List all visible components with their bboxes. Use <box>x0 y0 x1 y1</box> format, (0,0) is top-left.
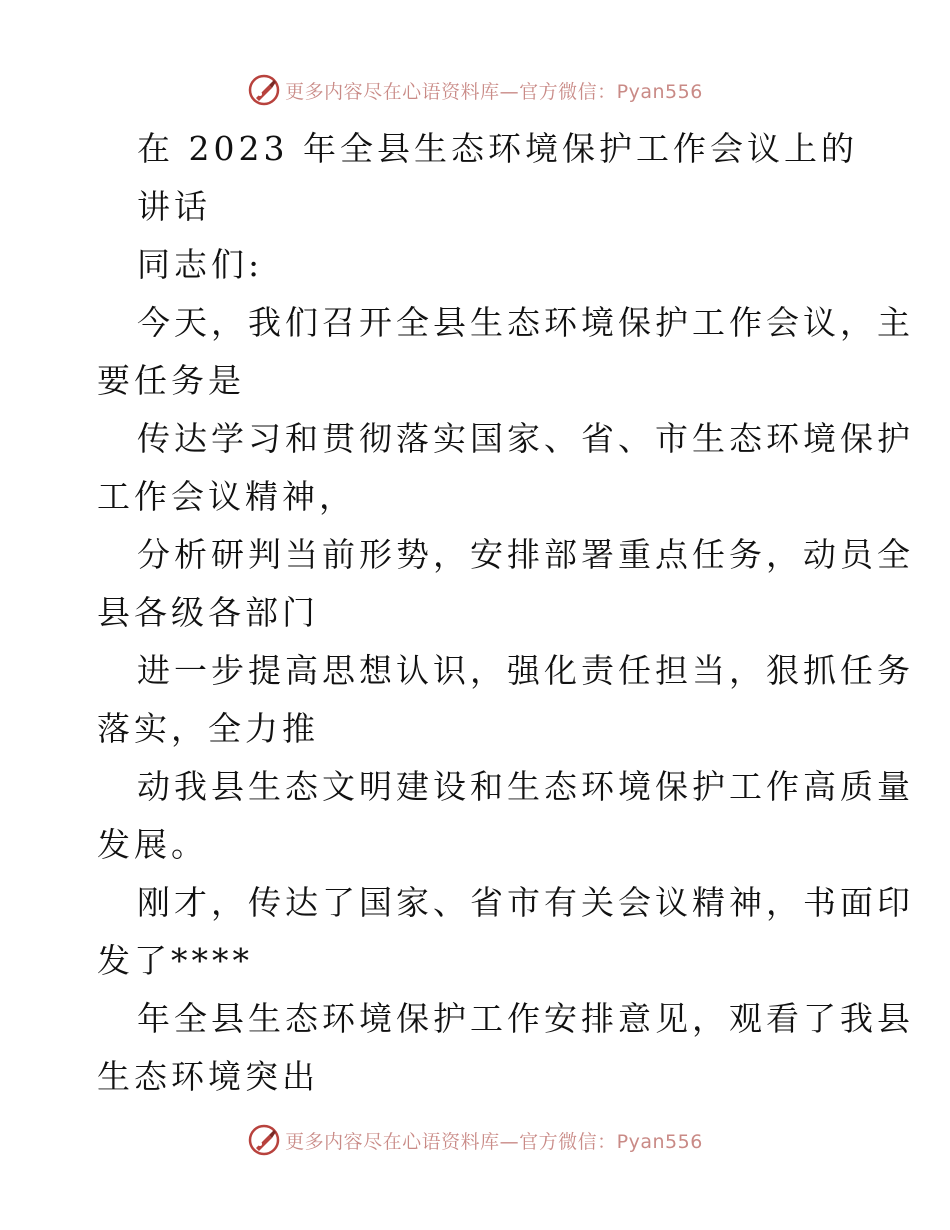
text-line: 讲话 <box>137 187 211 226</box>
banner-text: 更多内容尽在心语资料库—官方微信：Pyan556 <box>285 1130 703 1153</box>
text-line: 同志们: <box>137 245 264 284</box>
header-watermark-banner <box>0 70 950 110</box>
footer-watermark-banner <box>0 1120 950 1160</box>
text-line: 生态环境突出 <box>97 1057 319 1096</box>
text-line: 落实，全力推 <box>97 709 319 748</box>
text-line: 年全县生态环境保护工作安排意见，观看了我县 <box>137 999 914 1038</box>
pen-logo-icon <box>247 1123 281 1157</box>
text-line: 发了**** <box>97 941 253 980</box>
text-line: 发展。 <box>97 825 208 864</box>
text-line: 在 2023 年全县生态环境保护工作会议上的 <box>137 129 858 168</box>
text-line: 县各级各部门 <box>97 593 319 632</box>
document-body <box>97 120 914 1106</box>
text-line: 要任务是 <box>97 361 245 400</box>
text-line: 刚才，传达了国家、省市有关会议精神，书面印 <box>137 883 914 922</box>
text-line: 今天，我们召开全县生态环境保护工作会议，主 <box>137 303 914 342</box>
pen-logo-icon <box>247 73 281 107</box>
text-line: 工作会议精神， <box>97 477 356 516</box>
text-line: 动我县生态文明建设和生态环境保护工作高质量 <box>137 767 914 806</box>
text-line: 传达学习和贯彻落实国家、省、市生态环境保护 <box>137 419 914 458</box>
text-line: 进一步提高思想认识，强化责任担当，狠抓任务 <box>137 651 914 690</box>
text-line: 分析研判当前形势，安排部署重点任务，动员全 <box>137 535 914 574</box>
banner-text: 更多内容尽在心语资料库—官方微信：Pyan556 <box>285 80 703 103</box>
